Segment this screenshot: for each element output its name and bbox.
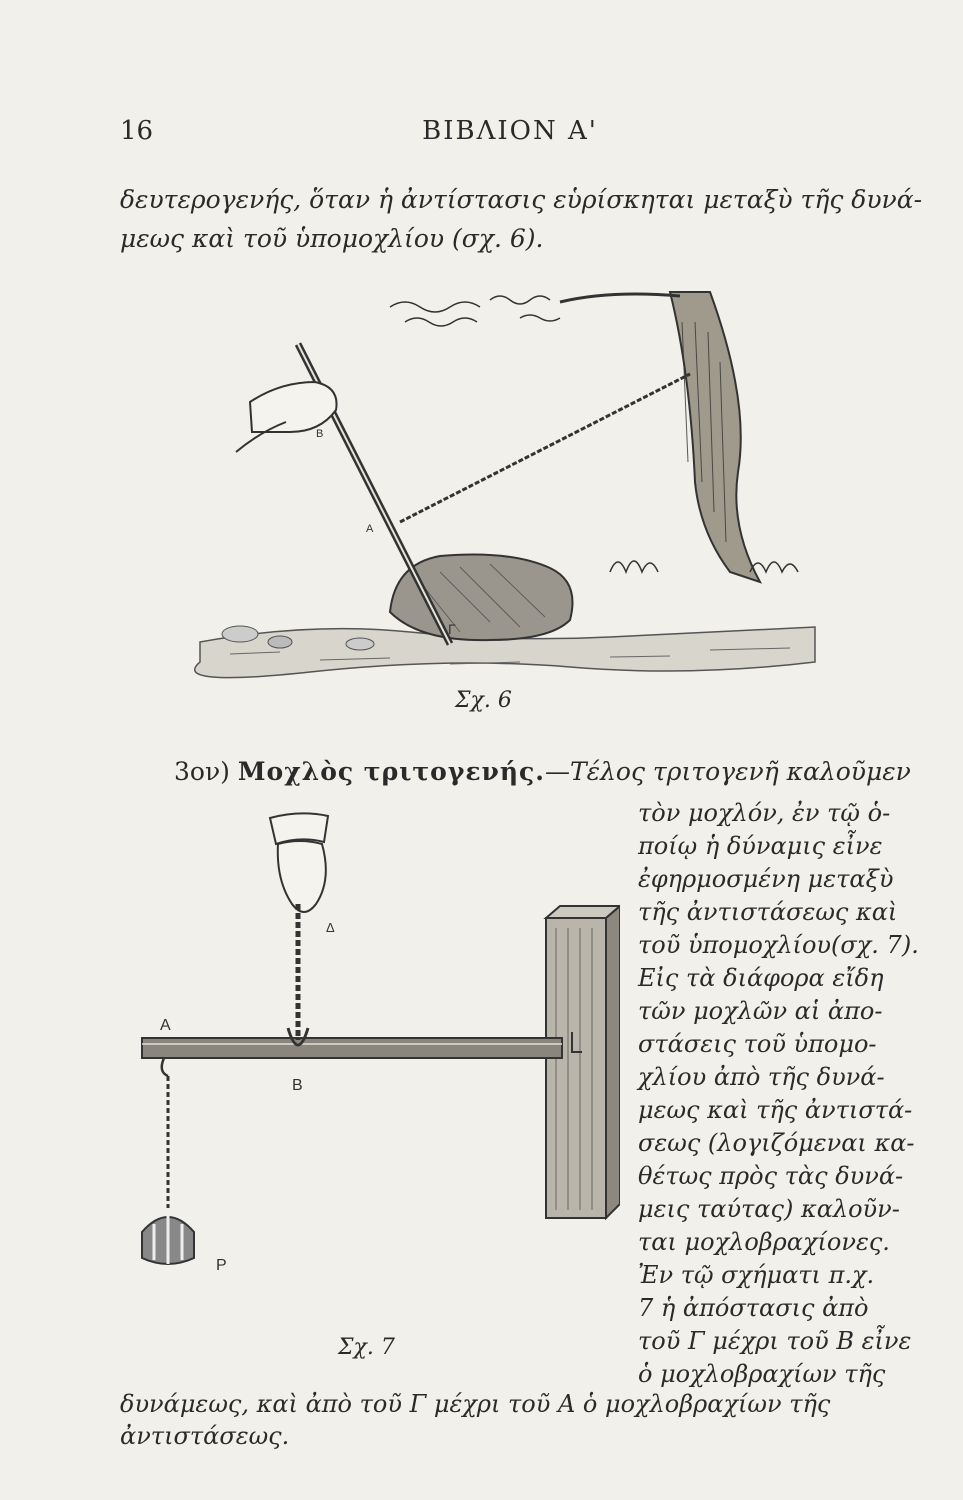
column-line: θέτως πρὸς τὰς δυνά- [638,1162,904,1190]
pebble [222,626,258,642]
rope [400,374,690,522]
figure-7-caption: Σχ. 7 [338,1335,395,1360]
tree-branch [560,294,680,302]
column-line: Εἰς τὰ διάφορα εἴδη [638,964,884,992]
fig7-label-p: Ρ [216,1257,227,1274]
hand [278,841,326,912]
fig7-label-a: Α [160,1017,171,1034]
column-line: Ἐν τῷ σχήματι π.χ. [638,1261,875,1289]
column-line: ποίῳ ἡ δύναμις εἶνε [638,832,883,860]
bushes [610,561,798,572]
foliage [390,296,560,326]
running-title: ΒΙΒΛΙΟΝ Α' [422,116,598,146]
column-line: μεις ταύτας) καλοῦν- [638,1195,900,1223]
column-line: μεως καὶ τῆς ἀντιστά- [638,1096,913,1124]
wall-post [546,918,606,1218]
footer-line-1: δυνάμεως, καὶ ἀπὸ τοῦ Γ μέχρι τοῦ Α ὁ μοχλοβραχίων τῆς [120,1390,831,1418]
fig7-label-b: Β [292,1077,303,1094]
intro-line-2: μεως καὶ τοῦ ὑπομοχλίου (σχ. 6). [120,224,544,253]
tree-trunk [670,292,760,582]
column-line: στάσεις τοῦ ὑπομο- [638,1030,877,1058]
stone [390,555,573,641]
figure-6-illustration [190,282,820,694]
lever-bar [142,1038,562,1058]
hand [250,382,337,432]
section-number: 3ον) [174,757,230,786]
pebble [268,636,292,648]
figure-7-illustration [120,800,620,1300]
column-line: 7 ἡ ἀπόστασις ἀπὸ [638,1294,869,1322]
column-line: τῶν μοχλῶν αἱ ἀπο- [638,997,883,1025]
section-title: Μοχλὸς τριτογενής. [237,757,545,786]
fig6-label-a: Α [366,523,374,535]
section-lead: —Τέλος τριτογενῆ καλοῦμεν [545,757,911,786]
column-line: ται μοχλοβραχίονες. [638,1228,890,1256]
pebble [346,638,374,650]
column-line: τοῦ Γ μέχρι τοῦ Β εἶνε [638,1327,912,1355]
column-line: τῆς ἀντιστάσεως καὶ [638,898,898,926]
column-line: ὁ μοχλοβραχίων τῆς [638,1360,886,1388]
footer-line-2: ἀντιστάσεως. [120,1422,290,1450]
section-heading [174,757,911,786]
figure-6-caption: Σχ. 6 [455,688,512,713]
fig7-label-d: Δ [326,920,335,935]
cuff [270,813,328,844]
column-line: τὸν μοχλόν, ἐν τῷ ὁ- [638,799,891,827]
column-line: τοῦ ὑπομοχλίου(σχ. 7). [638,931,919,959]
hook [162,1058,168,1076]
page-number: 16 [120,116,154,146]
column-line: σεως (λογιζόμεναι κα- [638,1129,915,1157]
page-header [120,116,900,148]
column-line: χλίου ἀπὸ τῆς δυνά- [638,1063,885,1091]
fig6-label-g: Γ [448,621,456,637]
intro-line-1: δευτερογενής, ὅταν ἡ ἀντίστασις εὑρίσκηται μεταξὺ τῆς δυνά- [120,185,923,214]
fig6-label-b: Β [316,428,324,440]
column-line: ἐφηρμοσμένη μεταξὺ [638,865,894,893]
